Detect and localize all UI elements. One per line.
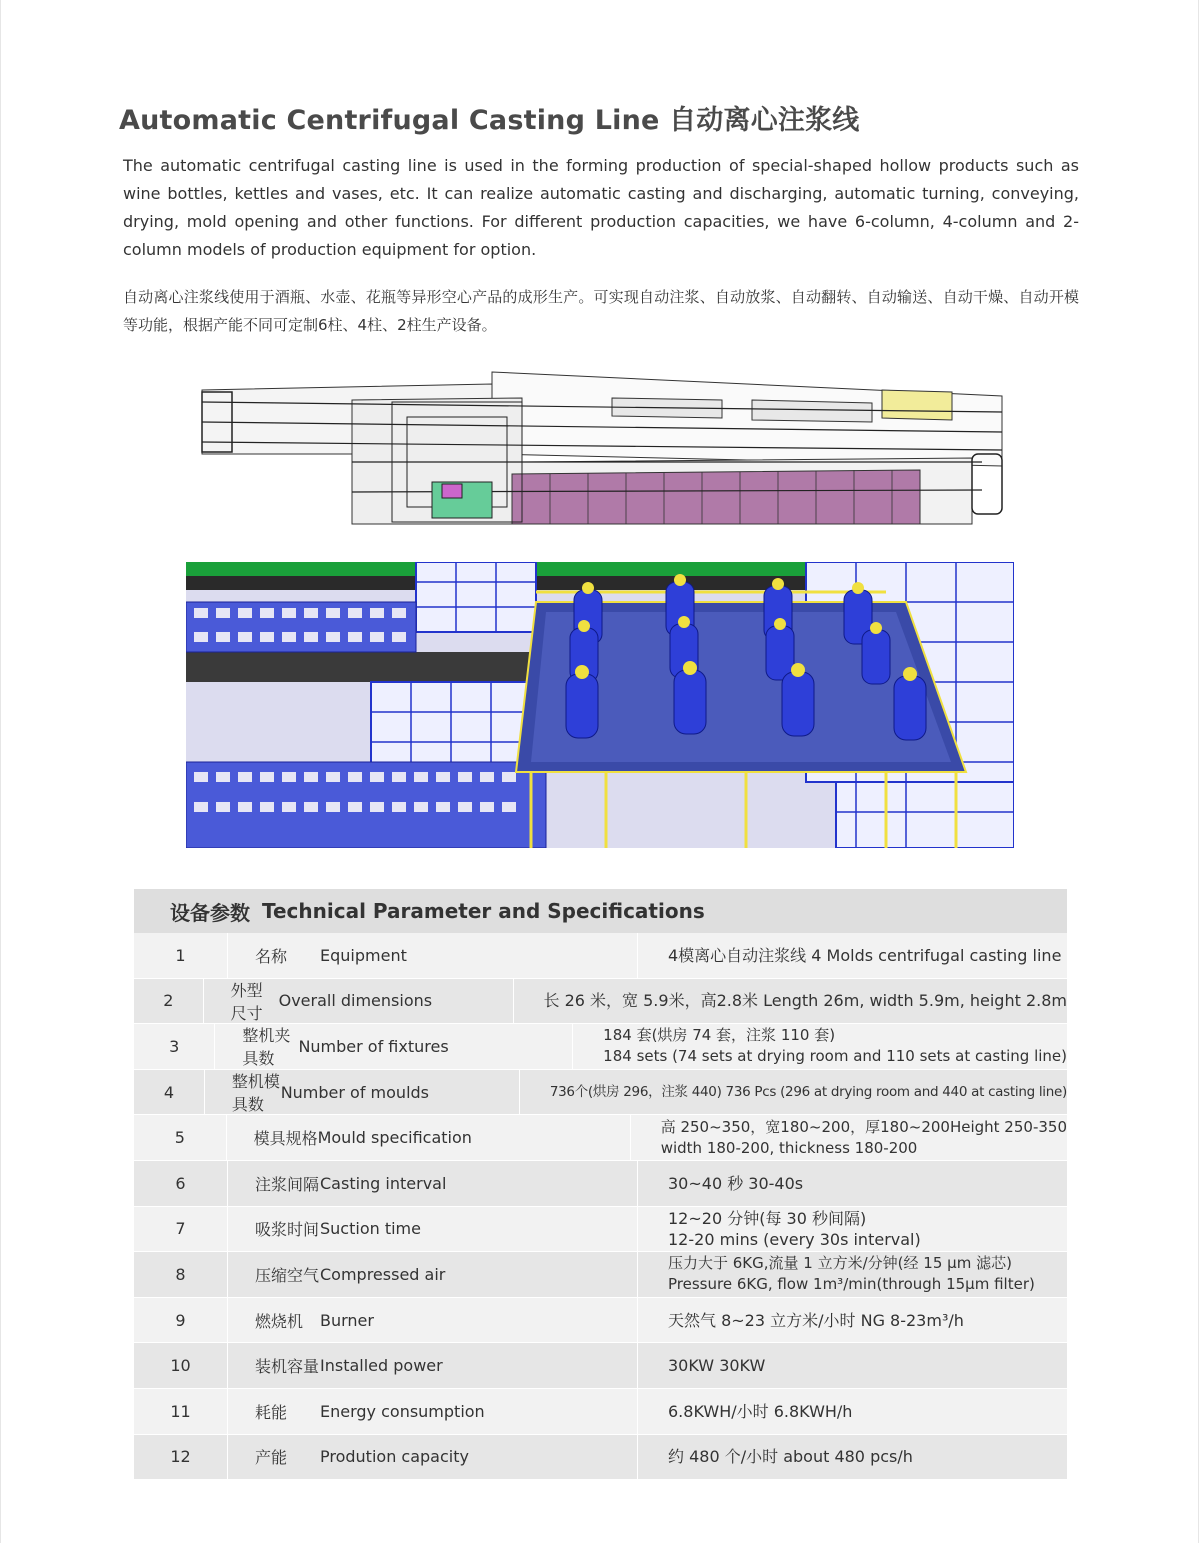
row-label-cn: 整机模具数	[231, 1072, 280, 1115]
row-label-en: Mould specification	[318, 1115, 631, 1160]
row-index: 12	[134, 1435, 228, 1480]
row-index: 7	[134, 1207, 228, 1252]
row-value-line: 184 套(烘房 74 套，注浆 110 套)	[603, 1026, 836, 1045]
row-label-en: Suction time	[320, 1207, 638, 1252]
row-index: 9	[134, 1298, 228, 1343]
row-label-cn: 装机容量	[255, 1357, 320, 1377]
row-label-en: Casting interval	[320, 1161, 638, 1206]
row-value-line: 30~40 秒 30-40s	[668, 1173, 804, 1193]
row-index: 3	[134, 1024, 215, 1069]
row-label-cn: 压缩空气	[255, 1265, 320, 1285]
row-label-cn: 耗能	[255, 1402, 288, 1422]
row-value	[638, 1435, 1067, 1480]
row-value	[638, 1298, 1067, 1343]
row-label-en: Number of moulds	[281, 1070, 520, 1115]
row-label-cn: 注浆间隔	[255, 1174, 320, 1194]
row-value-line: 长 26 米，宽 5.9米，高2.8米 Length 26m, width 5.9m, height 2.8m	[543, 991, 1067, 1011]
row-value	[638, 1389, 1067, 1434]
row-value	[638, 1343, 1067, 1388]
intro-chinese: 自动离心注浆线使用于酒瓶、水壶、花瓶等异形空心产品的成形生产。可实现自动注浆、自动放浆、自动翻转、自动输送、自动干燥、自动开模等功能，根据产能不同可定制6柱、4柱、2柱生产设备。	[123, 288, 1079, 334]
row-value	[514, 979, 1068, 1024]
row-value-line: 高 250~350，宽180~200，厚180~200Height 250-350	[660, 1117, 1067, 1136]
table-row	[134, 1161, 1067, 1207]
row-value-line: 736个(烘房 296，注浆 440) 736 Pcs (296 at drying room and 440 at casting line)	[549, 1083, 1067, 1100]
table-row	[134, 1207, 1067, 1253]
row-index: 10	[134, 1343, 228, 1388]
page-title: Automatic Centrifugal Casting Line 自动离心注浆线	[119, 105, 860, 136]
table-row	[134, 1252, 1067, 1298]
row-value	[638, 1161, 1067, 1206]
row-label-cn: 产能	[255, 1448, 288, 1468]
row-label-en: Number of fixtures	[298, 1024, 573, 1069]
table-row	[134, 1343, 1067, 1389]
spec-header-cn: 设备参数	[170, 900, 250, 925]
row-index: 6	[134, 1161, 228, 1206]
row-value-line: 184 sets (74 sets at drying room and 110 sets at casting line)	[603, 1047, 1067, 1066]
row-label-en: Equipment	[320, 933, 638, 978]
row-label-en: Energy consumption	[320, 1389, 638, 1434]
row-value-line: 6.8KWH/小时 6.8KWH/h	[668, 1401, 853, 1421]
row-value-line: 4模离心自动注浆线 4 Molds centrifugal casting line	[668, 945, 1062, 965]
row-value	[638, 933, 1067, 978]
table-row	[134, 1115, 1067, 1161]
row-label-cn: 整机夹具数	[242, 1026, 291, 1069]
row-index: 4	[134, 1070, 205, 1115]
table-row	[134, 1435, 1067, 1481]
casting-line-wireframe-image	[192, 362, 1012, 530]
row-value-line: 30KW 30KW	[668, 1356, 766, 1376]
row-label-cn: 外型尺寸	[230, 980, 263, 1023]
row-value	[638, 1252, 1067, 1297]
row-value-line: 约 480 个/小时 about 480 pcs/h	[668, 1447, 913, 1467]
row-value	[631, 1115, 1067, 1160]
row-label-en: Overall dimensions	[279, 979, 514, 1024]
spec-table	[134, 889, 1067, 1480]
row-index: 1	[134, 933, 228, 978]
table-row	[134, 1389, 1067, 1435]
row-label-en: Burner	[320, 1298, 638, 1343]
row-value	[520, 1070, 1067, 1115]
row-value-line: 天然气 8~23 立方米/小时 NG 8-23m³/h	[668, 1310, 964, 1330]
table-row	[134, 979, 1067, 1025]
spec-header-en: Technical Parameter and Specifications	[262, 899, 705, 923]
row-label-cn: 燃烧机	[255, 1311, 304, 1331]
row-index: 2	[134, 979, 204, 1024]
row-value-line: width 180-200, thickness 180-200	[660, 1138, 918, 1157]
table-row	[134, 933, 1067, 979]
row-value	[638, 1207, 1067, 1252]
row-label-en: Compressed air	[320, 1252, 638, 1297]
row-index: 5	[134, 1115, 227, 1160]
row-label-cn: 吸浆时间	[255, 1220, 320, 1240]
row-value	[573, 1024, 1067, 1069]
table-row	[134, 1070, 1067, 1116]
row-label-en: Prodution capacity	[320, 1435, 638, 1480]
row-value-line: 12~20 分钟(每 30 秒间隔)	[668, 1208, 867, 1228]
row-label-cn: 名称	[255, 946, 288, 966]
row-label-en: Installed power	[320, 1343, 638, 1388]
row-index: 11	[134, 1389, 228, 1434]
row-index: 8	[134, 1252, 228, 1297]
intro-english: The automatic centrifugal casting line is used in the forming production of special-shaped hollow products such as wine bottles, kettles and vases, etc. It can realize automatic casting and discharging, automatic turning, conveying, drying, mold opening and other functions. For different production capacities, we have 6-column, 4-column and 2-column models of production equipment for option.	[123, 156, 1079, 259]
spec-table-header	[134, 889, 1067, 933]
casting-platform-3d-render-image	[186, 562, 1014, 848]
row-value-line: 12-20 mins (every 30s interval)	[668, 1229, 921, 1249]
row-value-line: 压力大于 6KG,流量 1 立方米/分钟(经 15 μm 滤芯)	[668, 1254, 1012, 1273]
table-row	[134, 1024, 1067, 1070]
table-row	[134, 1298, 1067, 1344]
row-value-line: Pressure 6KG, flow 1m³/min(through 15μm filter)	[668, 1275, 1035, 1294]
row-label-cn: 模具规格	[253, 1129, 318, 1149]
